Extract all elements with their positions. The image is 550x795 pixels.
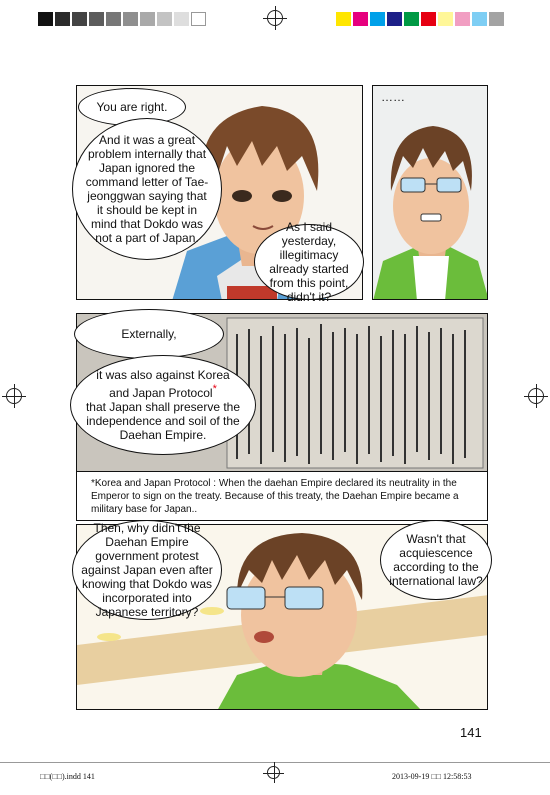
speech-text-part: it was also against Korea and Japan Protocol xyxy=(96,368,230,400)
color-swatch xyxy=(353,12,368,26)
slug-right: 2013-09-19 □□ 12:58:53 xyxy=(392,772,472,781)
ellipsis-text: …… xyxy=(381,90,405,104)
slug-left: □□(□□).indd 141 xyxy=(40,772,95,781)
speech-text xyxy=(85,368,241,400)
gray-swatch-bar xyxy=(38,0,218,30)
speech-text: that Japan shall preserve the independence and soil of the Daehan Empire. xyxy=(85,400,241,442)
gray-swatch xyxy=(55,12,70,26)
slug-line xyxy=(0,762,550,763)
gray-swatch xyxy=(123,12,138,26)
speech-bubble xyxy=(72,520,222,620)
panel2-illustration xyxy=(373,86,488,300)
gray-swatch xyxy=(38,12,53,26)
page-number: 141 xyxy=(460,725,482,740)
speech-bubble xyxy=(70,355,256,455)
color-swatch xyxy=(438,12,453,26)
speech-bubble xyxy=(254,220,364,304)
color-swatch xyxy=(336,12,351,26)
color-swatch xyxy=(455,12,470,26)
speech-bubble xyxy=(72,118,222,260)
gray-swatch xyxy=(174,12,189,26)
registration-mark-left-icon xyxy=(6,388,22,404)
color-swatch xyxy=(370,12,385,26)
speech-bubble xyxy=(380,520,492,600)
color-swatch-bar xyxy=(336,0,516,30)
color-swatch xyxy=(421,12,436,26)
gray-swatch xyxy=(191,12,206,26)
gray-swatch xyxy=(157,12,172,26)
speech-text: You are right. xyxy=(96,100,168,114)
color-swatch xyxy=(404,12,419,26)
gray-swatch xyxy=(140,12,155,26)
speech-text: And it was a great problem internally that Japan ignored the command letter of Tae-jeonggwan saying that it should be kept in mind that Dokdo was not a part of Japan. xyxy=(85,133,209,245)
footnote-text: *Korea and Japan Protocol : When the daehan Empire declared its neutrality in the Emperor to sign on the treaty. Because of this treaty, the Daehan Empire became a military base for Japan.. xyxy=(91,478,459,515)
gray-swatch xyxy=(106,12,121,26)
speech-bubble xyxy=(74,309,224,359)
registration-mark-bottom-icon xyxy=(267,766,280,779)
footnote-asterisk: * xyxy=(212,383,217,395)
color-swatch xyxy=(387,12,402,26)
speech-text: As I said yesterday, illegitimacy already started from this point, didn't it? xyxy=(269,220,349,304)
footnote-divider xyxy=(77,471,488,472)
gray-swatch xyxy=(72,12,87,26)
speech-text: Wasn't that acquiescence according to the international law? xyxy=(389,532,483,588)
registration-mark-right-icon xyxy=(528,388,544,404)
color-swatch xyxy=(489,12,504,26)
comic-panel-2 xyxy=(372,85,488,300)
registration-mark-top-icon xyxy=(267,10,283,26)
color-swatch xyxy=(472,12,487,26)
speech-text: Then, why didn't the Daehan Empire government protest against Japan even after knowing that Dokdo was incorporated into Japanese territory? xyxy=(81,521,213,619)
speech-text: Externally, xyxy=(121,327,177,341)
gray-swatch xyxy=(89,12,104,26)
